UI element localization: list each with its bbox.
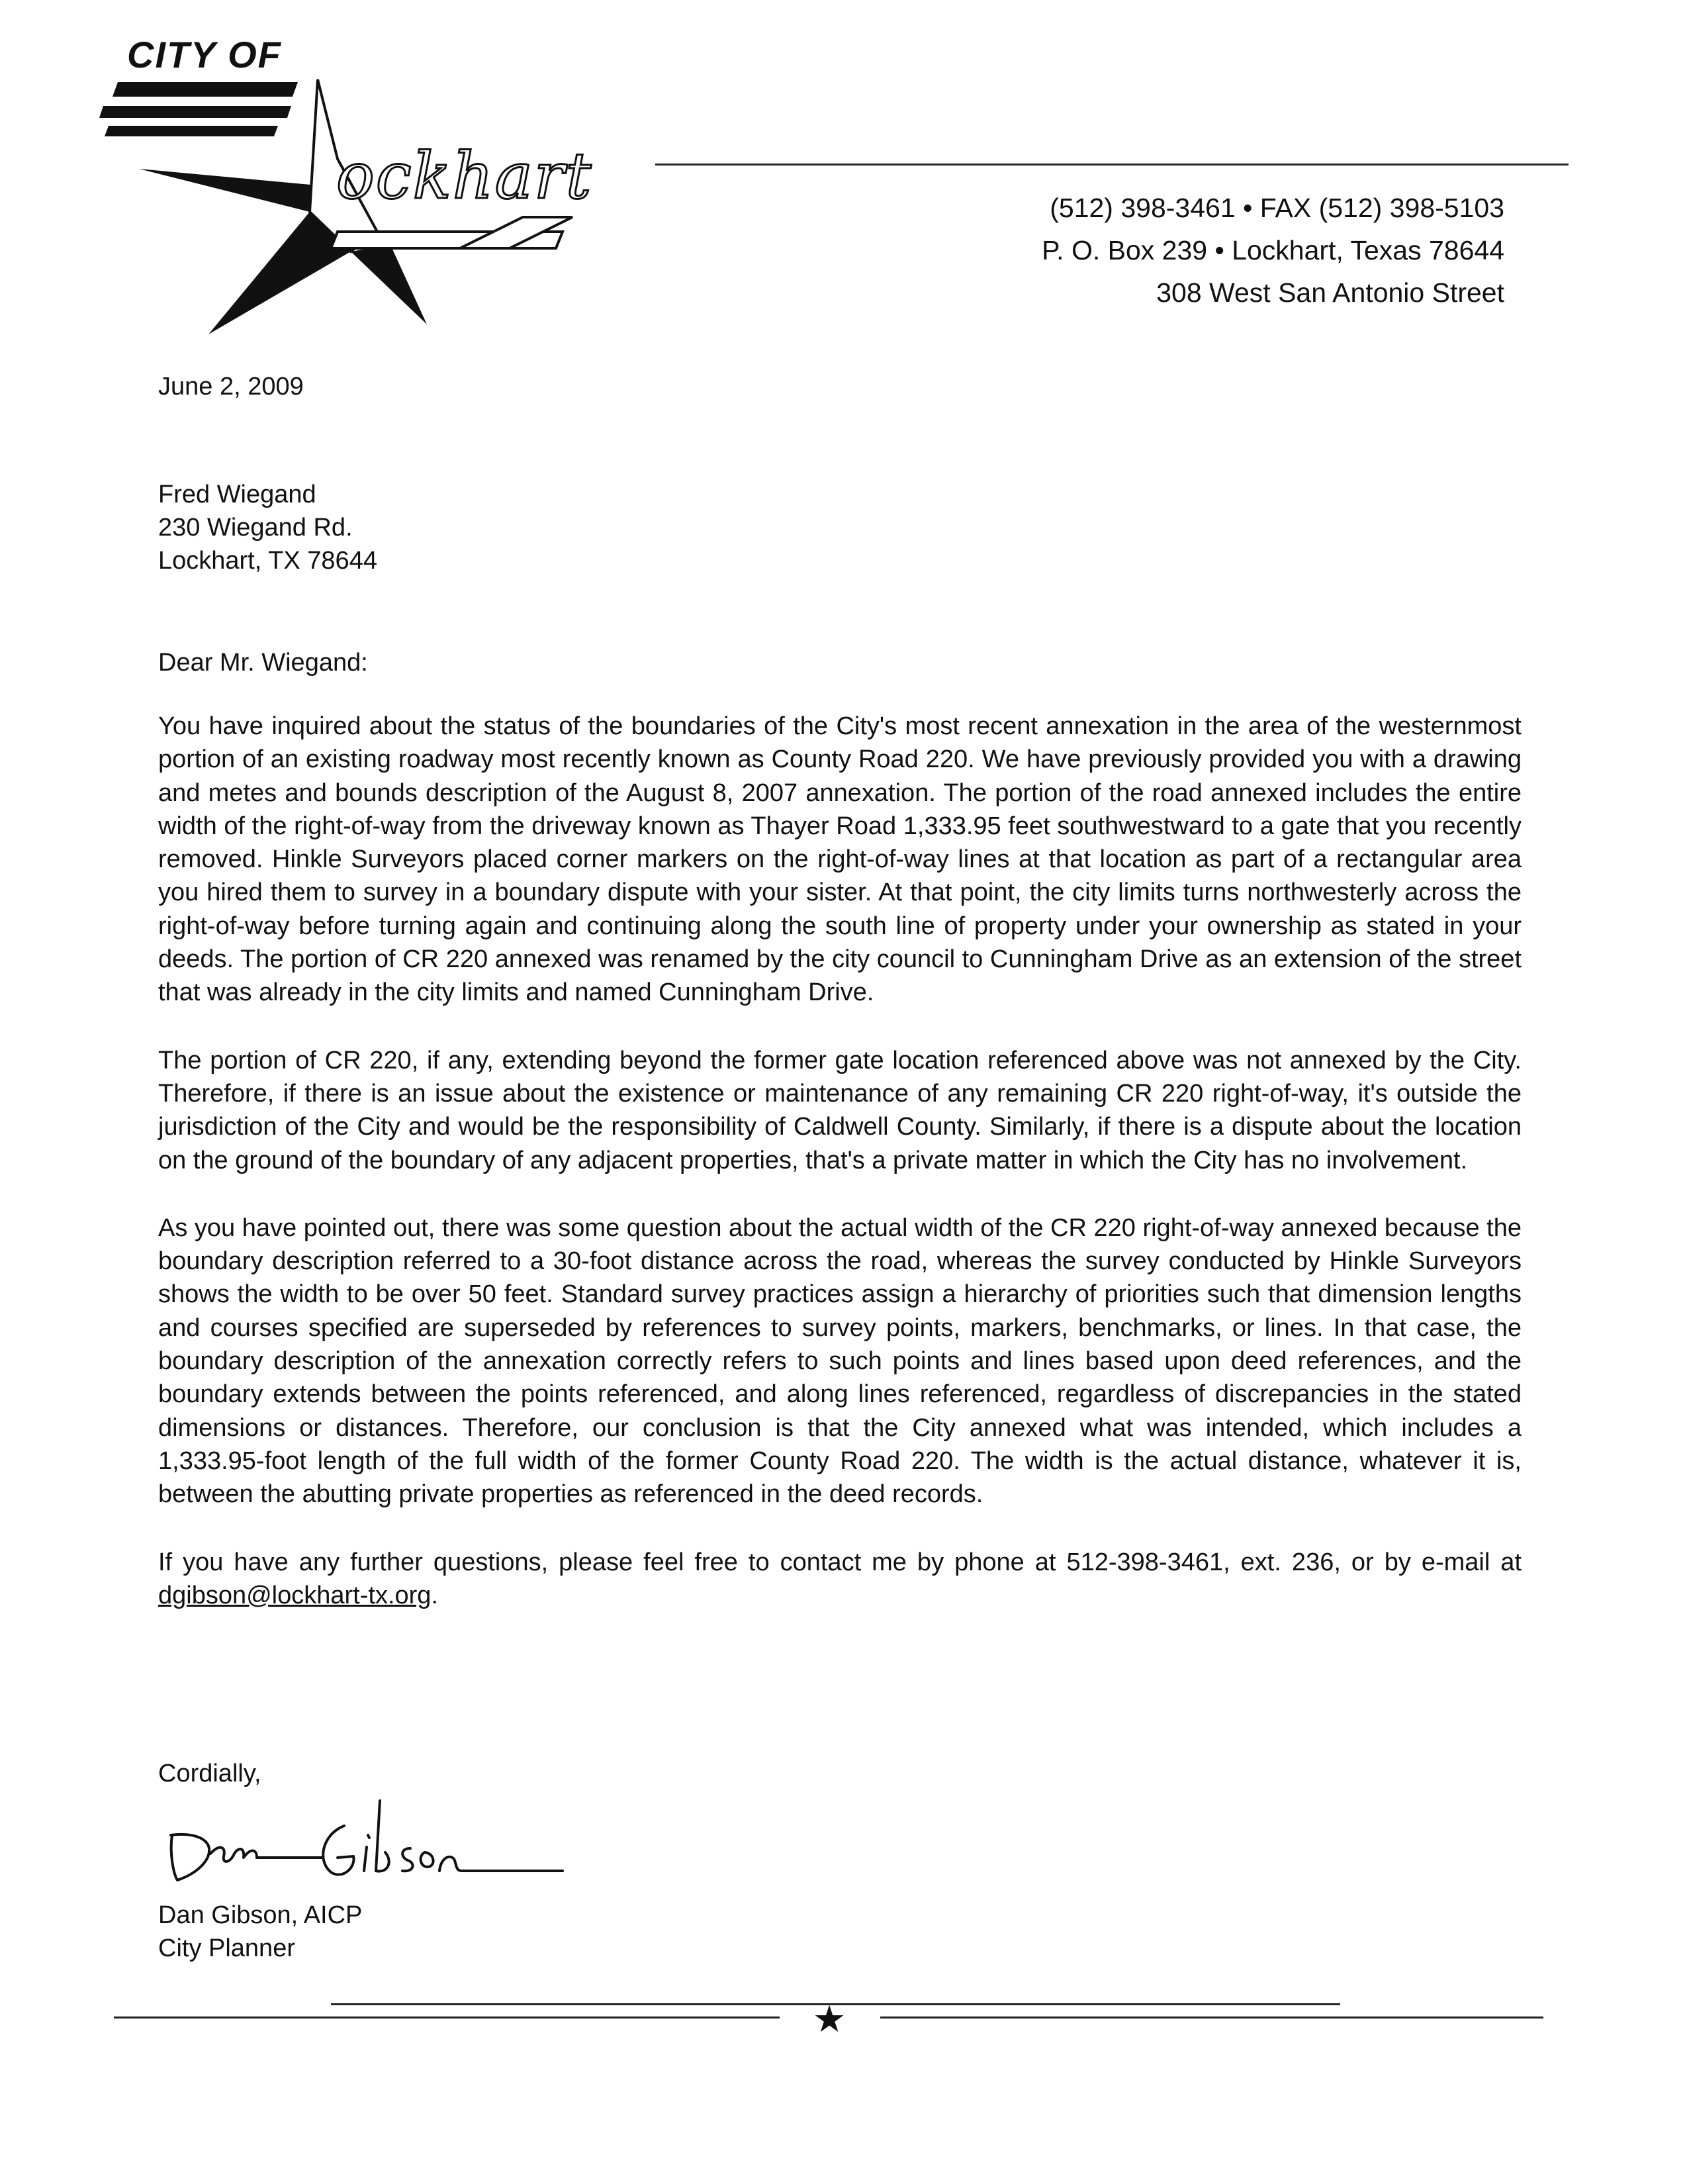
logo-city-of-text: CITY OF <box>127 34 282 75</box>
letter-body <box>158 710 1522 1646</box>
po-box-line: P. O. Box 239 • Lockhart, Texas 78644 <box>1042 235 1504 265</box>
recipient-city: Lockhart, TX 78644 <box>158 547 377 575</box>
footer-rule-left <box>114 2017 780 2018</box>
footer-rule-right <box>880 2017 1543 2018</box>
closing: Cordially, <box>158 1760 261 1787</box>
recipient-address <box>158 478 377 577</box>
star-icon: ★ <box>813 1998 846 2040</box>
body-paragraph: You have inquired about the status of the boundaries of the City's most recent annexation in the area of the westernmost portion of an existing roadway most recently known as County Road 220. We have previously provided you with a drawing and metes and bounds description of the August 8, 2007 annexation. The portion of the road annexed includes the entire width of the right-of-way from the driveway known as Thayer Road 1,333.95 feet southwestward to a gate that you recently removed. Hinkle Surveyors placed corner markers on the right-of-way lines at that location as part of a rectangular area you hired them to survey in a boundary dispute with your sister. At that point, the city limits turns northwesterly across the right-of-way before turning again and continuing along the south line of property under your ownership as stated in your deeds. The portion of CR 220 annexed was renamed by the city council to Cunningham Drive as an extension of the street that was already in the city limits and named Cunningham Drive. <box>158 712 1522 1007</box>
phone-fax-line: (512) 398-3461 • FAX (512) 398-5103 <box>1050 193 1504 223</box>
header-rule <box>655 164 1569 166</box>
city-logo <box>99 33 622 344</box>
recipient-street: 230 Wiegand Rd. <box>158 514 353 542</box>
handwritten-signature <box>158 1774 581 1907</box>
body-paragraph: The portion of CR 220, if any, extending beyond the former gate location referenced above was not annexed by the City. Therefore, if there is an issue about the existence or maintenance of any remaining CR 220 right-of-way, it's outside the jurisdiction of the City and would be the responsibility of Caldwell County. Similarly, if there is a dispute about the location on the ground of the boundary of any adjacent properties, that's a private matter in which the City has no involvement. <box>158 1046 1522 1174</box>
email-link[interactable]: dgibson@lockhart-tx.org <box>158 1581 432 1609</box>
street-address-line: 308 West San Antonio Street <box>1156 277 1504 308</box>
recipient-name: Fred Wiegand <box>158 481 316 508</box>
signer-title: City Planner <box>158 1934 295 1962</box>
contact-paragraph <box>158 1546 1522 1613</box>
contact-block <box>1042 187 1504 314</box>
signature-block <box>158 1899 362 1965</box>
logo-wordmark: ockhart <box>336 139 593 213</box>
contact-text-end: . <box>431 1581 438 1609</box>
salutation: Dear Mr. Wiegand: <box>158 649 368 677</box>
signer-name: Dan Gibson, AICP <box>158 1901 363 1929</box>
contact-text: If you have any further questions, please feel free to contact me by phone at 512-398-3461, ext. 236, or by e-mail at <box>158 1548 1522 1576</box>
body-paragraph: As you have pointed out, there was some question about the actual width of the CR 220 right-of-way annexed because the boundary description referred to a 30-foot distance across the road, whereas the survey conducted by Hinkle Surveyors shows the width to be over 50 feet. Standard survey practices assign a hierarchy of priorities such that dimension lengths and courses specified are superseded by references to survey points, markers, benchmarks, or lines. In that case, the boundary description of the annexation correctly refers to such points and lines based upon deed references, and the boundary extends between the points referenced, and along lines referenced, regardless of discrepancies in the stated dimensions or distances. Therefore, our conclusion is that the City annexed what was intended, which includes a 1,333.95-foot length of the full width of the former County Road 220. The width is the actual distance, whatever it is, between the abutting private properties as referenced in the deed records. <box>158 1213 1522 1509</box>
letter-date: June 2, 2009 <box>158 373 304 401</box>
